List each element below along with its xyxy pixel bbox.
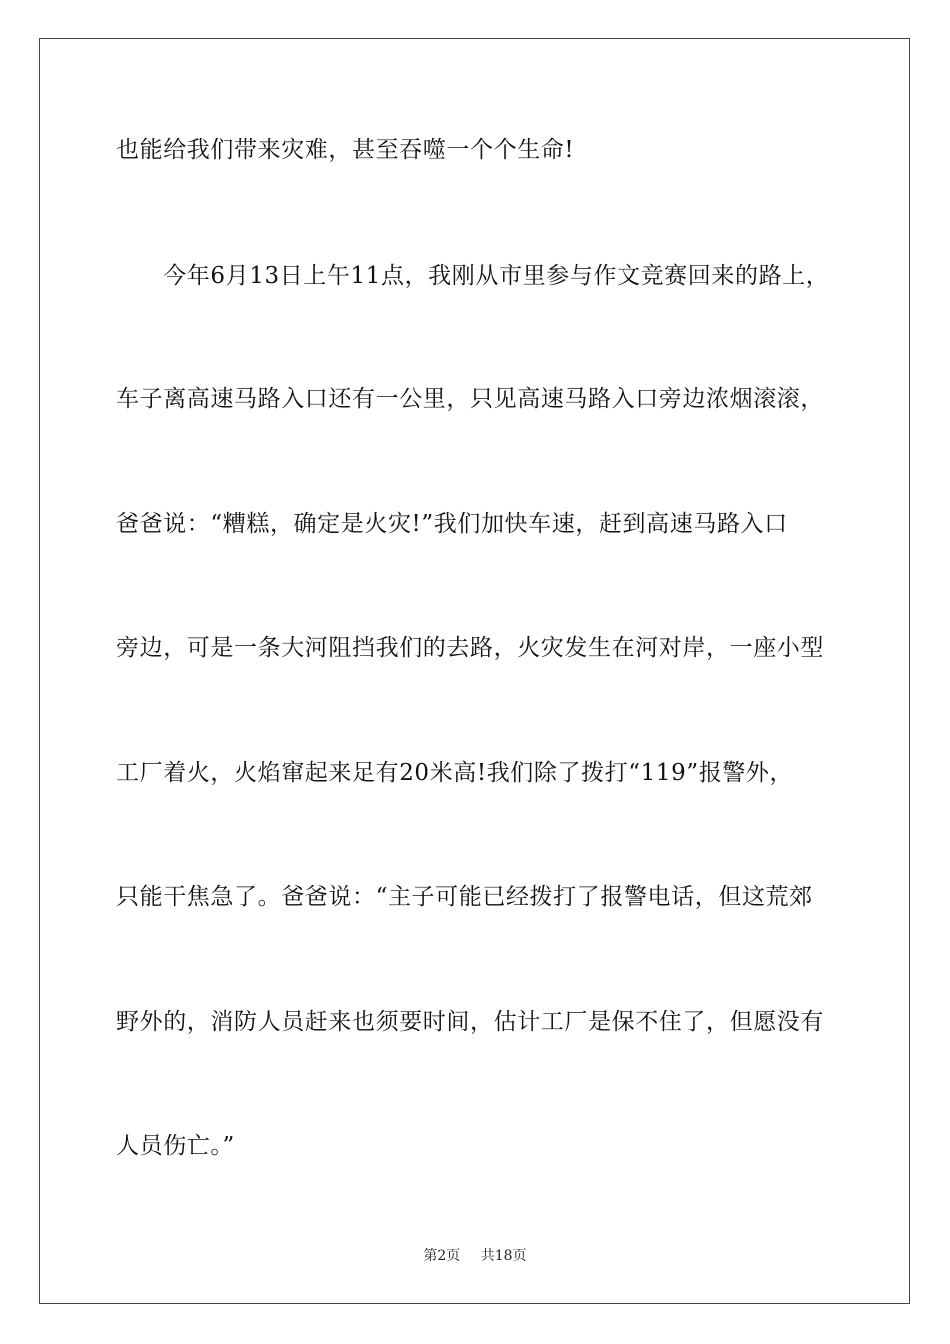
text-line: 今年6月13日上午11点，我刚从市里参与作文竞赛回来的路上， bbox=[116, 263, 830, 289]
text-line: 爸爸说：“糟糕，确定是火灾!”我们加快车速，赶到高速马路入口 bbox=[116, 511, 788, 537]
page-border bbox=[39, 38, 910, 1304]
text-line: 旁边，可是一条大河阻挡我们的去路，火灾发生在河对岸，一座小型 bbox=[116, 635, 824, 661]
text-line: 野外的，消防人员赶来也须要时间，估计工厂是保不住了，但愿没有 bbox=[116, 1009, 824, 1035]
text-line: 只能干焦急了。爸爸说：“主子可能已经拨打了报警电话，但这荒郊 bbox=[116, 884, 813, 910]
page-footer bbox=[0, 1247, 950, 1265]
page-number: 第2页 bbox=[423, 1248, 461, 1264]
text-line: 车子离高速马路入口还有一公里，只见高速马路入口旁边浓烟滚滚， bbox=[116, 386, 824, 412]
text-line: 人员伤亡。” bbox=[116, 1133, 235, 1159]
text-line: 工厂着火，火焰窜起来足有20米高!我们除了拨打“119”报警外， bbox=[116, 760, 794, 786]
text-line: 也能给我们带来灾难，甚至吞噬一个个生命! bbox=[116, 137, 575, 163]
page-total: 共18页 bbox=[480, 1248, 527, 1264]
